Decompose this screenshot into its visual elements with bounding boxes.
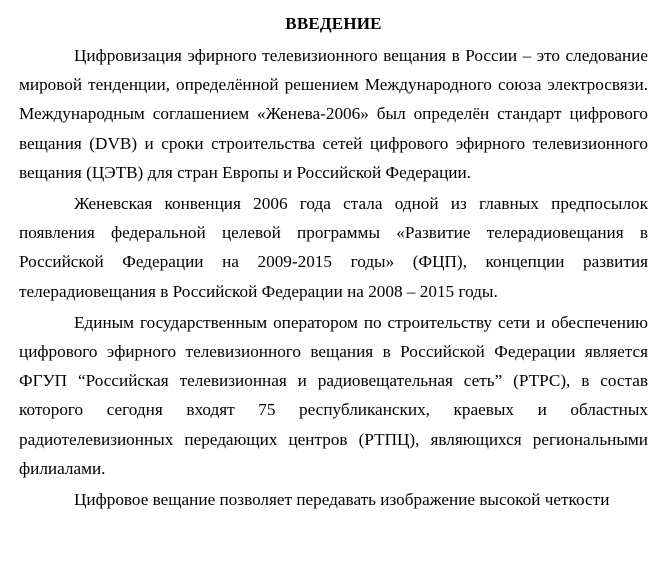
document-page	[19, 14, 648, 514]
paragraph-digital-broadcasting: Цифровое вещание позволяет передавать изображение высокой четкости	[74, 490, 610, 510]
paragraph-digitalization: Цифровизация эфирного телевизионного вещания в России – это следование мировой тенденции, определённой решением Международного союза электросвязи. Международным соглашением «Женева-2006» был определён стандарт цифрового вещания (DVB) и сроки строительства сетей цифрового эфирного телевизионного вещания (ЦЭТВ) для стран Европы и Российской Федерации.	[19, 46, 648, 182]
paragraph-rtrs-operator: Единым государственным оператором по строительству сети и обеспечению цифрового эфирного телевизионного вещания в Российской Федерации является ФГУП “Российская телевизионная и радиовещательная сеть” (РТРС), в состав которого сегодня входят 75 республиканских, краевых и областных радиотелевизионных передающих центров (РТПЦ), являющихся региональными филиалами.	[19, 312, 648, 478]
document-title: ВВЕДЕНИЕ	[285, 14, 382, 33]
paragraph-geneva-convention: Женевская конвенция 2006 года стала одной из главных предпосылок появления федеральной целевой программы «Развитие телерадиовещания в Российской Федерации на 2009-2015 годы» (ФЦП), концепции развития телерадиовещания в Российской Федерации на 2008 – 2015 годы.	[19, 194, 648, 301]
